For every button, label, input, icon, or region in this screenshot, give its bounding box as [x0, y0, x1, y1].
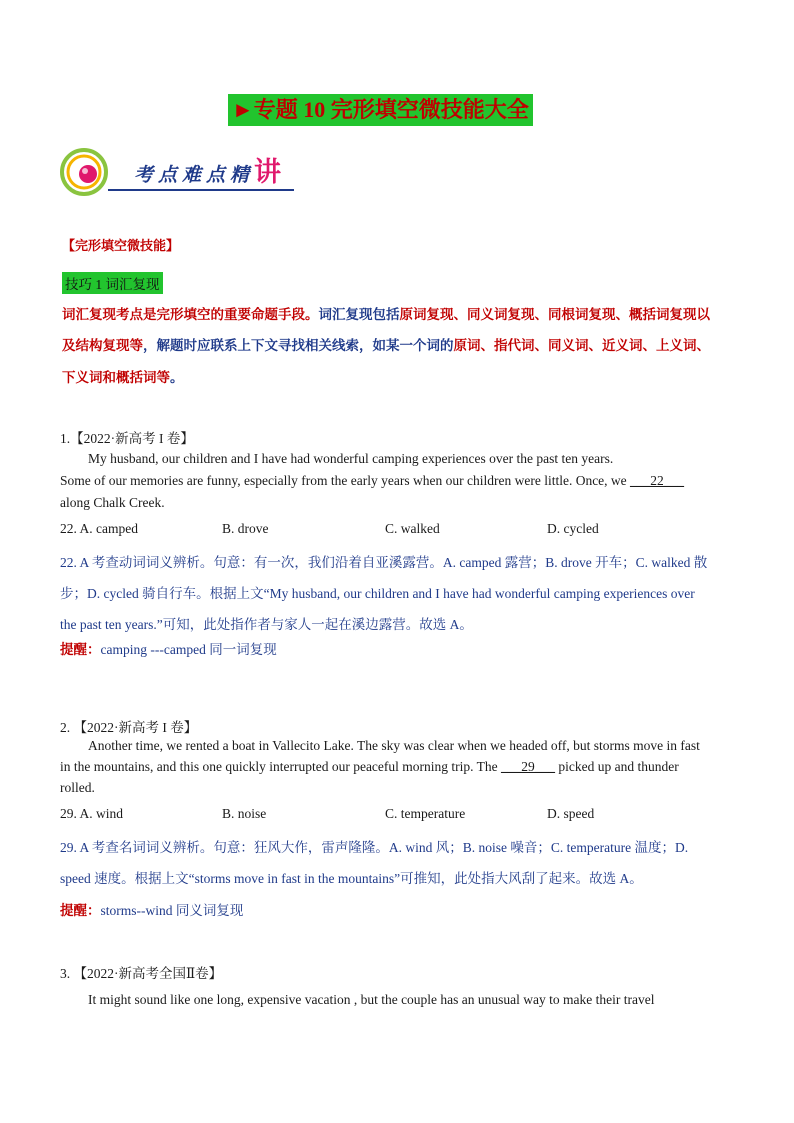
intro-line-2: 及结构复现等，解题时应联系上下文寻找相关线索，如某一个词的原词、指代词、同义词、近义词、上义词、: [62, 338, 710, 353]
question-2-passage-line: rolled.: [60, 780, 95, 795]
intro-line-1: 词汇复现考点是完形填空的重要命题手段。词汇复现包括原词复现、同义词复现、同根词复现、概括词复现以: [62, 307, 710, 322]
tip-tag: 技巧 1 词汇复现: [62, 272, 163, 294]
question-3-passage-line: It might sound like one long, expensive vacation , but the couple has an unusual way to make their travel: [88, 992, 655, 1007]
option-c: C. temperature: [385, 806, 466, 821]
question-2-passage-line: Another time, we rented a boat in Vallecito Lake. The sky was clear when we headed off, but storms move in fast: [88, 738, 700, 753]
option-a: 29. A. wind: [60, 806, 124, 821]
option-d: D. cycled: [547, 521, 599, 536]
banner-title: 考点难点精讲: [134, 157, 282, 188]
option-c: C. walked: [385, 521, 440, 536]
intro-line-3: 下义词和概括词等。: [62, 370, 184, 385]
question-1-passage-line: along Chalk Creek.: [60, 495, 165, 510]
option-b: B. drove: [222, 521, 269, 536]
question-1-analysis: 步；D. cycled 骑自行车。根据上文“My husband, our children and I have had wonderful camping experiences over: [60, 586, 695, 601]
question-1-analysis: 22. A 考查动词词义辨析。句意：有一次，我们沿着自亚溪露营。A. camped 露营；B. drove 开车；C. walked 散: [60, 555, 708, 570]
option-b: B. noise: [222, 806, 267, 821]
question-2-analysis: speed 速度。根据上文“storms move in fast in the mountains”可推知，此处指大风刮了起来。故选 A。: [60, 871, 643, 886]
question-1-passage-line: My husband, our children and I have had wonderful camping experiences over the past ten years.: [88, 451, 614, 466]
option-d: D. speed: [547, 806, 595, 821]
question-2-passage-line: in the mountains, and this one quickly interrupted our peaceful morning trip. The ___29___ picked up and thunder: [60, 759, 679, 774]
question-2-heading: 2. 【2022·新高考 I 卷】: [60, 720, 198, 735]
question-1-reminder: 提醒：camping ---camped 同一词复现: [60, 642, 277, 657]
question-1-analysis: the past ten years.”可知，此处指作者与家人一起在溪边露营。故选 A。: [60, 617, 473, 632]
question-1-heading: 1.【2022·新高考 I 卷】: [60, 431, 194, 446]
page-title: ►专题 10 完形填空微技能大全: [228, 94, 533, 126]
question-3-heading: 3. 【2022·新高考全国Ⅱ卷】: [60, 966, 223, 981]
question-1-passage-line: Some of our memories are funny, especially from the early years when our children were little. Once, we ___22___: [60, 473, 685, 488]
question-2-analysis: 29. A 考查名词词义辨析。句意：狂风大作，雷声隆隆。A. wind 风；B. noise 噪音；C. temperature 温度；D.: [60, 840, 689, 855]
blank-29: ___29___: [501, 759, 556, 774]
blank-22: ___22___: [630, 473, 685, 488]
option-a: 22. A. camped: [60, 521, 138, 536]
question-2-reminder: 提醒：storms--wind 同义词复现: [60, 903, 244, 918]
section-heading: 【完形填空微技能】: [62, 238, 180, 253]
